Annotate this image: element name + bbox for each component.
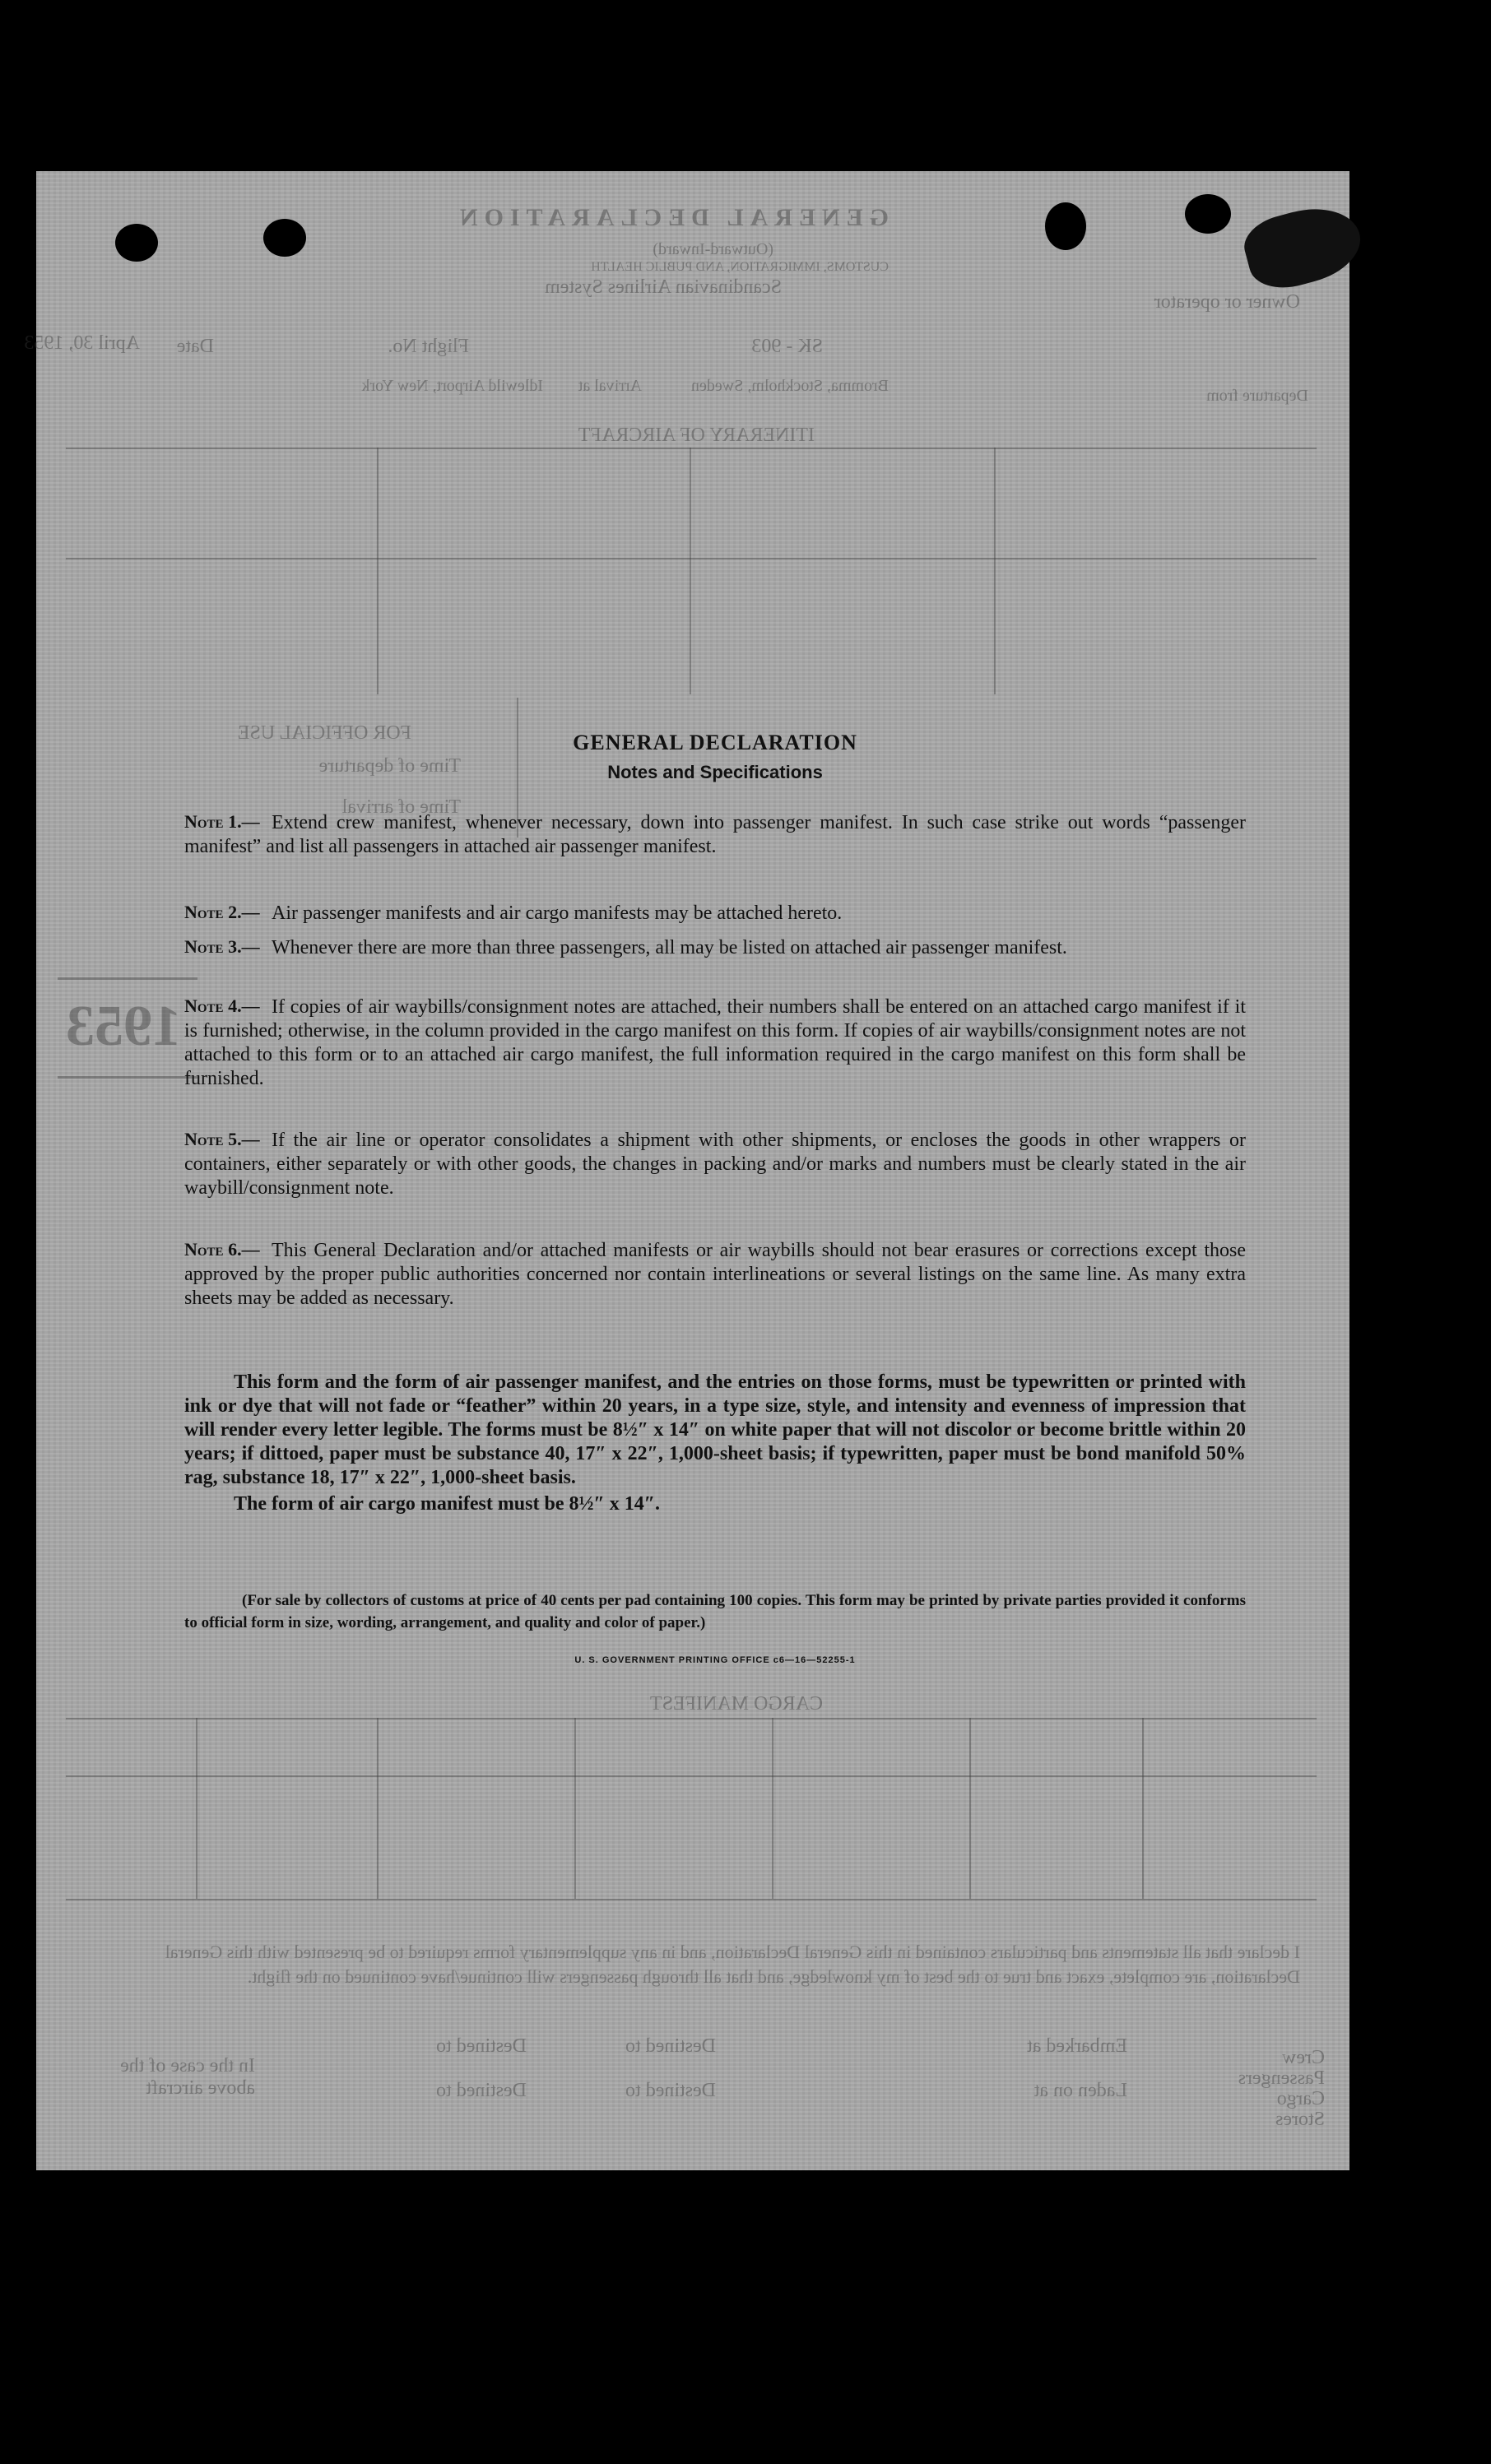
note-label: Note 3.— xyxy=(184,936,260,957)
ghost-rule xyxy=(196,1718,197,1899)
ghost-rule xyxy=(969,1718,971,1899)
note-text: If copies of air waybills/consignment notes are attached, their numbers shall be entered on an attached cargo manifest if it is furnished; otherwise, in the column provided in the cargo manifest on this form. If copies of air waybills/consignment notes are not attached to this form or to an attached air cargo manifest, the full information required in the cargo manifest on this form shall be furnished. xyxy=(184,996,1246,1089)
note-text: Whenever there are more than three passengers, all may be listed on attached air passenger manifest. xyxy=(272,937,1067,958)
punch-hole xyxy=(263,219,306,257)
cargo-manifest-size: The form of air cargo manifest must be 8½″ x 14″. xyxy=(234,1493,660,1515)
ghost-rule xyxy=(377,448,379,694)
note-label: Note 6.— xyxy=(184,1239,260,1260)
printing-office-imprint: U. S. GOVERNMENT PRINTING OFFICE c6—16—52255-1 xyxy=(574,1655,856,1665)
ghost-rule xyxy=(690,448,691,694)
ghost-rule xyxy=(994,448,996,694)
note-text: Extend crew manifest, whenever necessary, down into passenger manifest. In such case strike out words “passenger manifest” and list all passengers in attached air passenger manifest. xyxy=(184,812,1246,857)
punch-hole xyxy=(1185,194,1231,234)
ghost-rule xyxy=(66,1899,1317,1900)
note-label: Note 2.— xyxy=(184,902,260,922)
ghost-crew: Crew xyxy=(1282,2047,1325,2068)
ghost-arrival-value: Idlewild Airport, New York xyxy=(361,377,543,395)
note-text: This General Declaration and/or attached manifests or air waybills should not bear erasures or corrections except those approved by the proper public authorities concerned nor contain interlineations or several listings on the same line. As many extra sheets may be added as necessary. xyxy=(184,1240,1246,1309)
ghost-passengers: Passengers xyxy=(1238,2067,1325,2089)
punch-hole xyxy=(115,224,158,262)
form-spec-paragraph: This form and the form of air passenger manifest, and the entries on those forms, must be typewritten or printed with ink or dye that will not fade or “feather” within 20 years, in a type size, style, and intensity and evenness of impression that will render every letter legible. The forms must be 8½″ x 14″ on white paper that will not discolor or become brittle within 20 years; if dittoed, paper must be substance 40, 17″ x 22″, 1,000-sheet basis; if typewritten, paper must be bond manifold 50% rag, substance 18, 17″ x 22″, 1,000-sheet basis. xyxy=(184,1371,1246,1488)
ghost-title: GENERAL DECLARATION xyxy=(453,204,889,231)
ghost-subtitle: (Outward-Inward) xyxy=(653,240,773,258)
ghost-arrival-label: Arrival at xyxy=(578,377,642,395)
sale-note: (For sale by collectors of customs at price of 40 cents per pad containing 100 copies. This form may be printed by private parties provided it conforms to official form in size, wording, arrangement, and quality and color of paper.) xyxy=(184,1592,1246,1631)
ghost-agencies: CUSTOMS, IMMIGRATION, AND PUBLIC HEALTH xyxy=(591,260,889,274)
ghost-embarked: Embarked at xyxy=(1027,2035,1127,2057)
ghost-rule xyxy=(66,1718,1317,1719)
document-subtitle: Notes and Specifications xyxy=(607,762,823,782)
ghost-destined: Destined to xyxy=(436,2080,527,2101)
document-title: GENERAL DECLARATION xyxy=(573,731,857,754)
ghost-stamp-border xyxy=(58,977,197,980)
ghost-official-use: FOR OFFICIAL USE xyxy=(237,722,411,744)
ghost-owner-value: Scandinavian Airlines System xyxy=(545,276,782,298)
ghost-rule xyxy=(66,448,1317,449)
ghost-time-arrival: Time of arrival xyxy=(341,796,461,818)
ghost-owner-label: Owner or operator xyxy=(1154,291,1300,313)
ghost-rule xyxy=(66,558,1317,559)
ghost-laden: Laden on at xyxy=(1033,2080,1127,2101)
note-text: Air passenger manifests and air cargo manifests may be attached hereto. xyxy=(272,903,843,924)
ghost-departure-label: Departure from xyxy=(1206,387,1308,405)
ghost-stores: Stores xyxy=(1275,2109,1325,2130)
ghost-flight-label: Flight No. xyxy=(388,336,469,357)
ghost-rule xyxy=(1142,1718,1144,1899)
note-label: Note 5.— xyxy=(184,1129,260,1149)
ghost-rule xyxy=(574,1718,576,1899)
ghost-stamp-border xyxy=(58,1076,197,1079)
ghost-time-departure: Time of departure xyxy=(318,755,461,777)
ghost-flight-value: SK - 903 xyxy=(751,336,823,357)
punch-hole xyxy=(1045,202,1086,250)
ghost-cargo: Cargo xyxy=(1276,2088,1325,2109)
ghost-date-label: Date xyxy=(176,336,214,357)
ghost-rule xyxy=(66,1775,1317,1777)
ghost-declaration: I declare that all statements and particulars contained in this General Declaration, and in any supplementary forms required to be presented with this General Declaration, are complete, exact and true to the best of my knowledge, and that all through passengers will continue/have continued on the flight. xyxy=(165,1942,1300,1987)
document-page xyxy=(24,171,1349,2170)
ghost-cargo-label: CARGO MANIFEST xyxy=(649,1693,823,1715)
note-label: Note 1.— xyxy=(184,811,260,832)
ghost-itinerary-label: ITINERARY OF AIRCRAFT xyxy=(578,425,815,446)
ghost-rule xyxy=(377,1718,379,1899)
ghost-rule xyxy=(772,1718,773,1899)
ghost-date-value: April 30, 1953 xyxy=(24,332,140,354)
ghost-stamp-number: 1953 xyxy=(66,995,181,1058)
note-text: If the air line or operator consolidates a shipment with other shipments, or encloses the goods in other wrappers or containers, either separately or with other goods, the changes in packing and/or marks and numbers must be clearly stated in the air waybill/consignment note. xyxy=(184,1130,1246,1199)
ghost-destined: Destined to xyxy=(436,2035,527,2057)
ghost-above-aircraft: In the case of the above aircraft xyxy=(120,2055,255,2099)
ghost-destined: Destined to xyxy=(625,2080,716,2101)
ghost-destined: Destined to xyxy=(625,2035,716,2057)
ghost-departure-value: Bromma, Stockholm, Sweden xyxy=(691,377,889,395)
note-label: Note 4.— xyxy=(184,995,260,1016)
